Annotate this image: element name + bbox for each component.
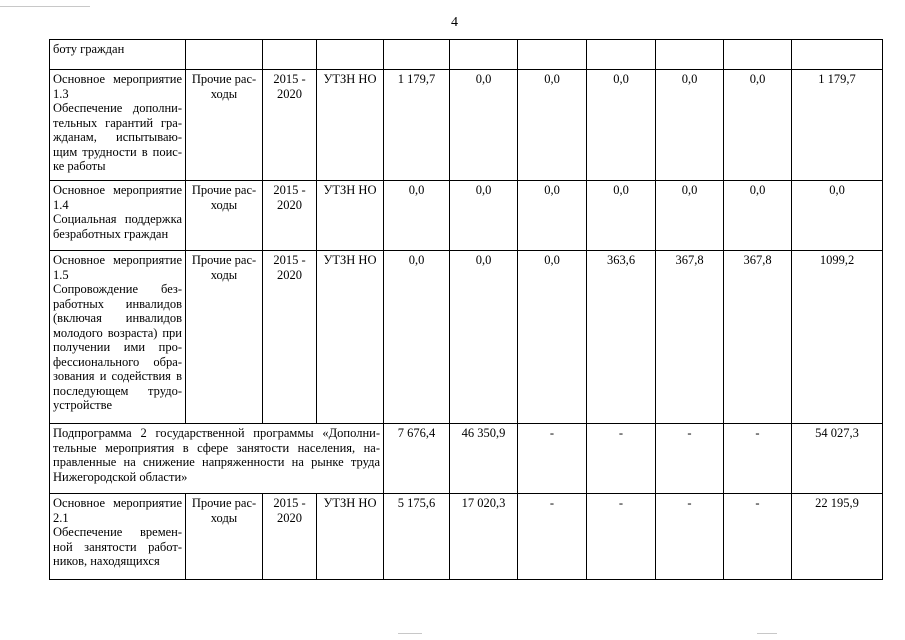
table-row bbox=[50, 181, 883, 251]
funding-value-cell: - bbox=[587, 424, 656, 494]
activity-description-line: щим трудности в поис- bbox=[53, 144, 182, 159]
funding-value-cell: - bbox=[518, 494, 587, 580]
activity-description-line: работных инвалидов bbox=[53, 296, 182, 311]
funding-value-cell: 363,6 bbox=[587, 251, 656, 424]
funding-value-cell: 0,0 bbox=[518, 70, 587, 181]
activity-description-line: зования и содействия в bbox=[53, 369, 182, 383]
funding-value-cell: 0,0 bbox=[450, 251, 518, 424]
empty-cell bbox=[724, 40, 792, 70]
activity-description-line: получении ими про- bbox=[53, 340, 182, 354]
executor-cell: УТЗН НО bbox=[317, 181, 384, 251]
funding-value-cell: 0,0 bbox=[518, 251, 587, 424]
executor-cell: УТЗН НО bbox=[317, 494, 384, 580]
scan-artifact bbox=[398, 633, 422, 634]
executor-cell: УТЗН НО bbox=[317, 251, 384, 424]
activity-name-line: боту граждан bbox=[53, 42, 125, 56]
empty-cell bbox=[792, 40, 883, 70]
activity-name-cell bbox=[50, 40, 186, 70]
activity-description-line: ке работы bbox=[53, 159, 106, 173]
funding-value-cell: - bbox=[587, 494, 656, 580]
funding-value-cell: 1 179,7 bbox=[792, 70, 883, 181]
funding-value-cell: 7 676,4 bbox=[384, 424, 450, 494]
executor-cell: УТЗН НО bbox=[317, 70, 384, 181]
funding-value-cell: 1 179,7 bbox=[384, 70, 450, 181]
funding-value-cell: - bbox=[724, 424, 792, 494]
funding-value-cell: 367,8 bbox=[656, 251, 724, 424]
funding-value-cell: 0,0 bbox=[450, 181, 518, 251]
funding-value-cell: 17 020,3 bbox=[450, 494, 518, 580]
expense-type-line: ходы bbox=[210, 197, 238, 212]
empty-cell bbox=[587, 40, 656, 70]
table-row bbox=[50, 494, 883, 580]
funding-value-cell: 0,0 bbox=[587, 181, 656, 251]
activity-description-line: молодого возраста) при bbox=[53, 325, 182, 340]
period-cell bbox=[263, 494, 317, 580]
period-line: 2020 bbox=[277, 267, 302, 282]
expense-type-cell bbox=[186, 181, 263, 251]
activity-title-line: Основное мероприятие bbox=[53, 72, 182, 86]
activity-title-line: 1.5 bbox=[53, 267, 69, 282]
activity-description-line: жданам, испытываю- bbox=[53, 130, 182, 144]
funding-value-cell: 0,0 bbox=[656, 181, 724, 251]
activity-name-cell bbox=[50, 70, 186, 181]
expense-type-line: Прочие рас- bbox=[191, 496, 257, 510]
activity-description-line: безработных граждан bbox=[53, 226, 169, 241]
activity-title-line: 1.4 bbox=[53, 197, 69, 212]
expense-type-line: ходы bbox=[210, 86, 238, 101]
funding-value-cell: 0,0 bbox=[384, 181, 450, 251]
activity-title-line: 1.3 bbox=[53, 86, 69, 101]
funding-value-cell: 46 350,9 bbox=[450, 424, 518, 494]
expense-type-line: Прочие рас- bbox=[191, 253, 257, 267]
empty-cell bbox=[263, 40, 317, 70]
period-line: 2020 bbox=[277, 197, 302, 212]
table-row bbox=[50, 40, 883, 70]
activity-title-line: Основное мероприятие bbox=[53, 183, 182, 197]
period-line: 2020 bbox=[277, 86, 302, 101]
activity-description-line: устройстве bbox=[53, 398, 112, 412]
expense-type-cell bbox=[186, 494, 263, 580]
empty-cell bbox=[186, 40, 263, 70]
activity-description-line: Обеспечение времен- bbox=[53, 525, 182, 539]
scan-artifact bbox=[757, 633, 777, 634]
table-row bbox=[50, 251, 883, 424]
funding-value-cell: 54 027,3 bbox=[792, 424, 883, 494]
funding-value-cell: 0,0 bbox=[724, 181, 792, 251]
activity-description-line: ников, находящихся bbox=[53, 554, 160, 568]
activity-name-cell bbox=[50, 181, 186, 251]
scan-artifact bbox=[0, 6, 90, 7]
subprogram-title-line: правленные на снижение напряженности на рынке труда bbox=[53, 455, 380, 469]
activity-description-line: Сопровождение без- bbox=[53, 282, 182, 296]
table-row bbox=[50, 424, 883, 494]
period-cell bbox=[263, 70, 317, 181]
empty-cell bbox=[384, 40, 450, 70]
funding-value-cell: - bbox=[724, 494, 792, 580]
expense-type-line: Прочие рас- bbox=[191, 183, 257, 197]
table-row bbox=[50, 70, 883, 181]
funding-value-cell: 0,0 bbox=[518, 181, 587, 251]
funding-value-cell: 22 195,9 bbox=[792, 494, 883, 580]
funding-value-cell: 0,0 bbox=[450, 70, 518, 181]
activity-title-line: Основное мероприятие bbox=[53, 253, 182, 267]
funding-value-cell: 367,8 bbox=[724, 251, 792, 424]
expense-type-cell bbox=[186, 251, 263, 424]
subprogram-title-line: тельные мероприятия в сфере занятости населения, на- bbox=[53, 440, 380, 455]
activity-name-cell bbox=[50, 251, 186, 424]
funding-value-cell: - bbox=[656, 424, 724, 494]
period-line: 2015 - bbox=[273, 253, 306, 267]
empty-cell bbox=[450, 40, 518, 70]
activity-description-line: ной занятости работ- bbox=[53, 539, 182, 554]
subprogram-title-line: Нижегородской области» bbox=[53, 469, 188, 484]
period-line: 2015 - bbox=[273, 183, 306, 197]
program-funding-table bbox=[49, 39, 883, 580]
funding-value-cell: 5 175,6 bbox=[384, 494, 450, 580]
empty-cell bbox=[317, 40, 384, 70]
expense-type-cell bbox=[186, 70, 263, 181]
funding-value-cell: 0,0 bbox=[587, 70, 656, 181]
period-line: 2015 - bbox=[273, 496, 306, 510]
expense-type-line: Прочие рас- bbox=[191, 72, 257, 86]
subprogram-title-line: Подпрограмма 2 государственной программы «Дополни- bbox=[53, 426, 380, 440]
expense-type-line: ходы bbox=[210, 510, 238, 525]
empty-cell bbox=[656, 40, 724, 70]
funding-value-cell: - bbox=[518, 424, 587, 494]
table-body bbox=[50, 40, 883, 580]
activity-description-line: последующем трудо- bbox=[53, 383, 182, 398]
period-cell bbox=[263, 181, 317, 251]
funding-value-cell: 0,0 bbox=[656, 70, 724, 181]
expense-type-line: ходы bbox=[210, 267, 238, 282]
activity-title-line: 2.1 bbox=[53, 510, 69, 525]
activity-title-line: Основное мероприятие bbox=[53, 496, 182, 510]
activity-description-line: (включая инвалидов bbox=[53, 311, 182, 325]
activity-description-line: Социальная поддержка bbox=[53, 212, 182, 226]
period-cell bbox=[263, 251, 317, 424]
activity-description-line: Обеспечение дополни- bbox=[53, 101, 182, 115]
funding-value-cell: - bbox=[656, 494, 724, 580]
period-line: 2015 - bbox=[273, 72, 306, 86]
funding-value-cell: 1099,2 bbox=[792, 251, 883, 424]
funding-value-cell: 0,0 bbox=[792, 181, 883, 251]
subprogram-title-cell bbox=[50, 424, 384, 494]
funding-value-cell: 0,0 bbox=[724, 70, 792, 181]
activity-description-line: фессионального обра- bbox=[53, 354, 182, 369]
page-number: 4 bbox=[451, 15, 458, 30]
empty-cell bbox=[518, 40, 587, 70]
period-line: 2020 bbox=[277, 510, 302, 525]
activity-description-line: тельных гарантий гра- bbox=[53, 115, 182, 130]
funding-value-cell: 0,0 bbox=[384, 251, 450, 424]
activity-name-cell bbox=[50, 494, 186, 580]
